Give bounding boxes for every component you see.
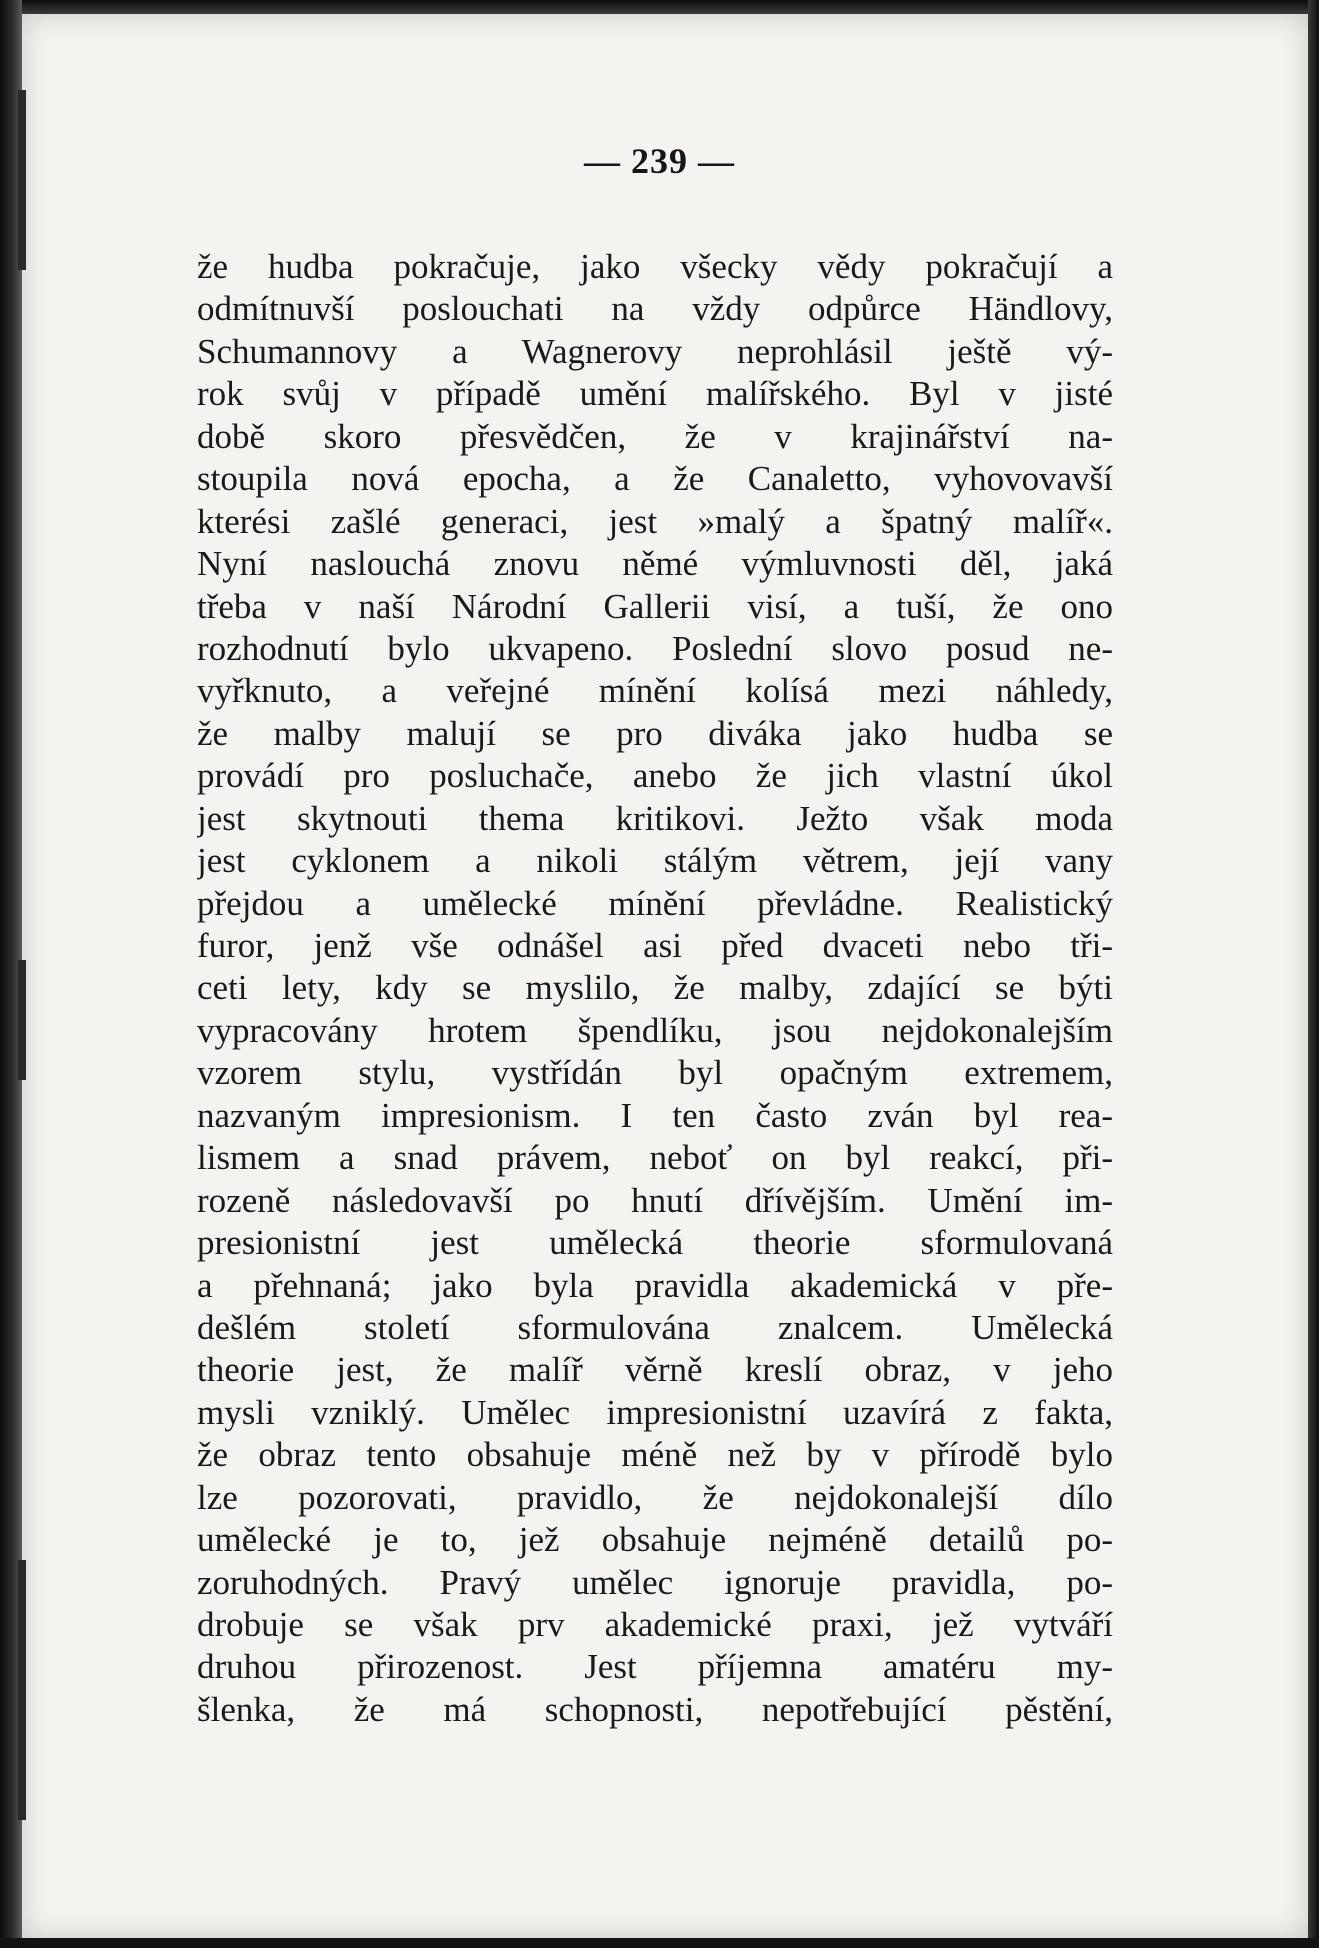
text-line: ceti lety, kdy se myslilo, že malby, zdající se býti [197,968,1113,1008]
text-line: vyřknuto, a veřejné mínění kolísá mezi náhledy, [197,671,1113,711]
text-line: jest skytnouti thema kritikovi. Ježto však moda [197,798,1113,838]
scan-border-bottom [0,1938,1319,1948]
text-line: vzorem stylu, vystřídán byl opačným extremem, [197,1053,1113,1093]
text-line: přejdou a umělecké mínění převládne. Realistický [197,883,1113,923]
text-line: stoupila nová epocha, a že Canaletto, vyhovovavší [197,459,1113,499]
body-text [197,246,1113,1731]
text-line: že hudba pokračuje, jako všecky vědy pokračují a [197,247,1113,286]
text-line: dešlém století sformulována znalcem. Umělecká [197,1307,1113,1347]
text-line: a přehnaná; jako byla pravidla akademická v pře- [197,1265,1113,1305]
text-line: vypracovány hrotem špendlíku, jsou nejdokonalejším [197,1010,1113,1050]
text-line: druhou přirozenost. Jest příjemna amatéru my- [197,1647,1113,1687]
text-line: šlenka, že má schopnosti, nepotřebující pěstění, [197,1689,1113,1729]
text-line: Schumannovy a Wagnerovy neprohlásil ještě vý- [197,331,1113,371]
text-line: lze pozorovati, pravidlo, že nejdokonalejší dílo [197,1477,1113,1517]
text-line: drobuje se však prv akademické praxi, jež vytváří [197,1605,1113,1644]
text-line: že obraz tento obsahuje méně než by v přírodě bylo [197,1435,1113,1475]
scan-border-right [1308,0,1319,1948]
text-line: odmítnuvší poslouchati na vždy odpůrce Händlovy, [197,289,1113,329]
binding-mark [18,1560,26,1820]
text-line: Nyní naslouchá znovu němé výmluvnosti děl, jaká [197,544,1113,584]
page-number: — 239 — [584,141,735,181]
text-line: rok svůj v případě umění malířského. Byl v jisté [197,374,1113,414]
text-line: zoruhodných. Pravý umělec ignoruje pravidla, po- [197,1562,1113,1602]
text-line: třeba v naší Národní Gallerii visí, a tuší, že ono [197,586,1113,626]
text-line: době skoro přesvědčen, že v krajinářství na- [197,416,1113,456]
text-line: rozeně následovavší po hnutí dřívějším. Umění im- [197,1180,1113,1220]
binding-mark [18,960,26,1080]
text-line: umělecké je to, jež obsahuje nejméně detailů po- [197,1520,1113,1560]
text-line: furor, jenž vše odnášel asi před dvaceti nebo tři- [197,926,1113,965]
text-line: theorie jest, že malíř věrně kreslí obraz, v jeho [197,1350,1113,1390]
text-line: lismem a snad právem, neboť on byl reakcí, při- [197,1138,1113,1178]
text-line: provádí pro posluchače, anebo že jich vlastní úkol [197,756,1113,796]
text-line: že malby malují se pro diváka jako hudba se [197,713,1113,753]
scan-border-top [0,0,1319,14]
text-line: rozhodnutí bylo ukvapeno. Poslední slovo posud ne- [197,628,1113,668]
text-line: kterési zašlé generaci, jest »malý a špatný malíř«. [197,501,1113,541]
text-line: presionistní jest umělecká theorie sformulovaná [197,1223,1113,1263]
text-line: jest cyklonem a nikoli stálým větrem, její vany [197,841,1113,881]
text-line: nazvaným impresionism. I ten často zván byl rea- [197,1095,1113,1135]
text-line: mysli vzniklý. Umělec impresionistní uzavírá z fakta, [197,1392,1113,1432]
